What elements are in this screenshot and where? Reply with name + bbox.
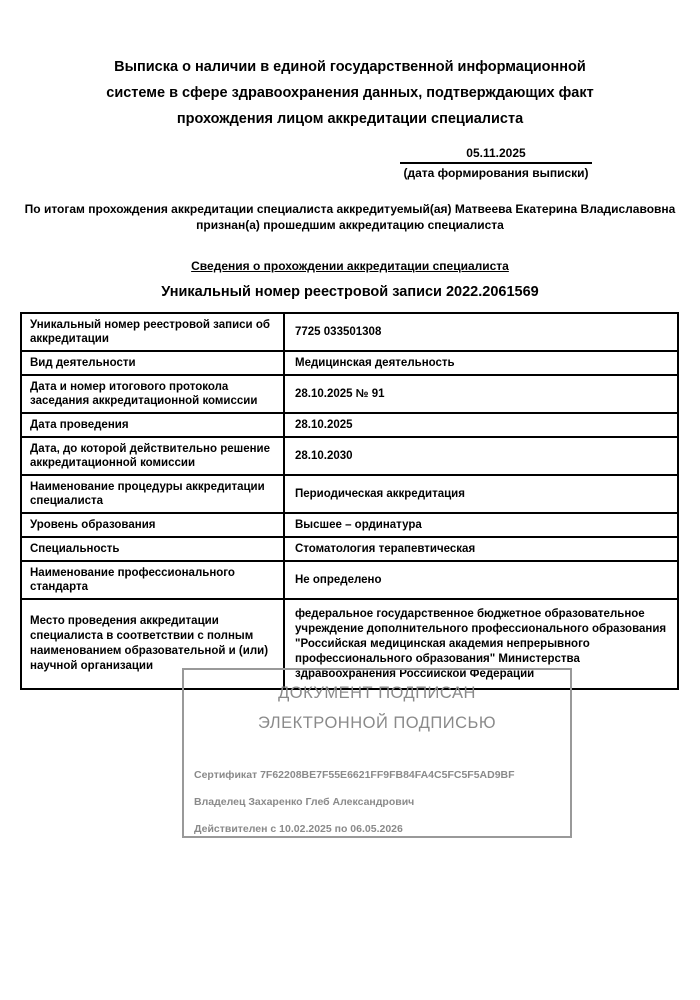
table-row — [21, 513, 678, 537]
signature-header — [194, 678, 560, 738]
signature-certificate: Сертификат 7F62208BE7F55E6621FF9FB84FA4C5FC5F5AD9BF — [194, 769, 515, 781]
formation-date: 05.11.2025 — [400, 146, 592, 164]
document-title — [0, 0, 700, 132]
signature-header-line: ЭЛЕКТРОННОЙ ПОДПИСЬЮ — [257, 714, 497, 732]
signature-validity: Действителен с 10.02.2025 по 06.05.2026 — [194, 823, 403, 835]
row-label: Уровень образования — [21, 513, 284, 537]
row-label: Место проведения аккредитации специалиста в соответствии с полным наименованием образовательной и (или) научной организации — [21, 599, 284, 689]
electronic-signature-stamp — [182, 668, 572, 838]
row-label: Наименование профессионального стандарта — [21, 561, 284, 599]
row-value: Стоматология терапевтическая — [284, 537, 678, 561]
intro-paragraph — [0, 201, 700, 233]
table-row — [21, 537, 678, 561]
document-title-line: Выписка о наличии в единой государственной информационной — [114, 59, 586, 75]
row-label: Специальность — [21, 537, 284, 561]
table-row — [21, 313, 678, 351]
row-value: Медицинская деятельность — [284, 351, 678, 375]
intro-line: признан(а) прошедшим аккредитацию специалиста — [196, 218, 504, 232]
table-row — [21, 351, 678, 375]
table-row — [21, 413, 678, 437]
formation-date-caption: (дата формирования выписки) — [403, 166, 589, 180]
row-label: Дата, до которой действительно решение аккредитационной комиссии — [21, 437, 284, 475]
table-row — [21, 437, 678, 475]
row-value: 28.10.2025 № 91 — [284, 375, 678, 413]
table-row — [21, 375, 678, 413]
row-value: Высшее – ординатура — [284, 513, 678, 537]
accreditation-table — [20, 312, 679, 690]
row-label: Дата и номер итогового протокола заседания аккредитационной комиссии — [21, 375, 284, 413]
document-title-line: системе в сфере здравоохранения данных, подтверждающих факт — [106, 85, 594, 101]
section-heading: Сведения о прохождении аккредитации специалиста — [191, 259, 509, 273]
formation-date-block — [400, 146, 592, 180]
row-value: федеральное государственное бюджетное образовательное учреждение дополнительного профессионального образования "Российская медицинская академия непрерывного профессионального образования" Министерства здравоохранения Российской Федерации — [284, 599, 678, 689]
table-row — [21, 475, 678, 513]
row-label: Наименование процедуры аккредитации специалиста — [21, 475, 284, 513]
document-title-line: прохождения лицом аккредитации специалиста — [176, 111, 524, 127]
row-label: Вид деятельности — [21, 351, 284, 375]
table-row — [21, 561, 678, 599]
signature-details — [194, 762, 560, 843]
signature-owner: Владелец Захаренко Глеб Александрович — [194, 796, 415, 808]
row-value: Периодическая аккредитация — [284, 475, 678, 513]
signature-header-line: ДОКУМЕНТ ПОДПИСАН — [278, 684, 476, 702]
registry-number-heading: Уникальный номер реестровой записи 2022.2061569 — [161, 284, 539, 300]
intro-line: По итогам прохождения аккредитации специалиста аккредитуемый(ая) Матвеева Екатерина Владиславовна — [24, 202, 676, 216]
row-label: Уникальный номер реестровой записи об аккредитации — [21, 313, 284, 351]
row-value: 28.10.2030 — [284, 437, 678, 475]
row-value: Не определено — [284, 561, 678, 599]
row-label: Дата проведения — [21, 413, 284, 437]
row-value: 28.10.2025 — [284, 413, 678, 437]
row-value: 7725 033501308 — [284, 313, 678, 351]
